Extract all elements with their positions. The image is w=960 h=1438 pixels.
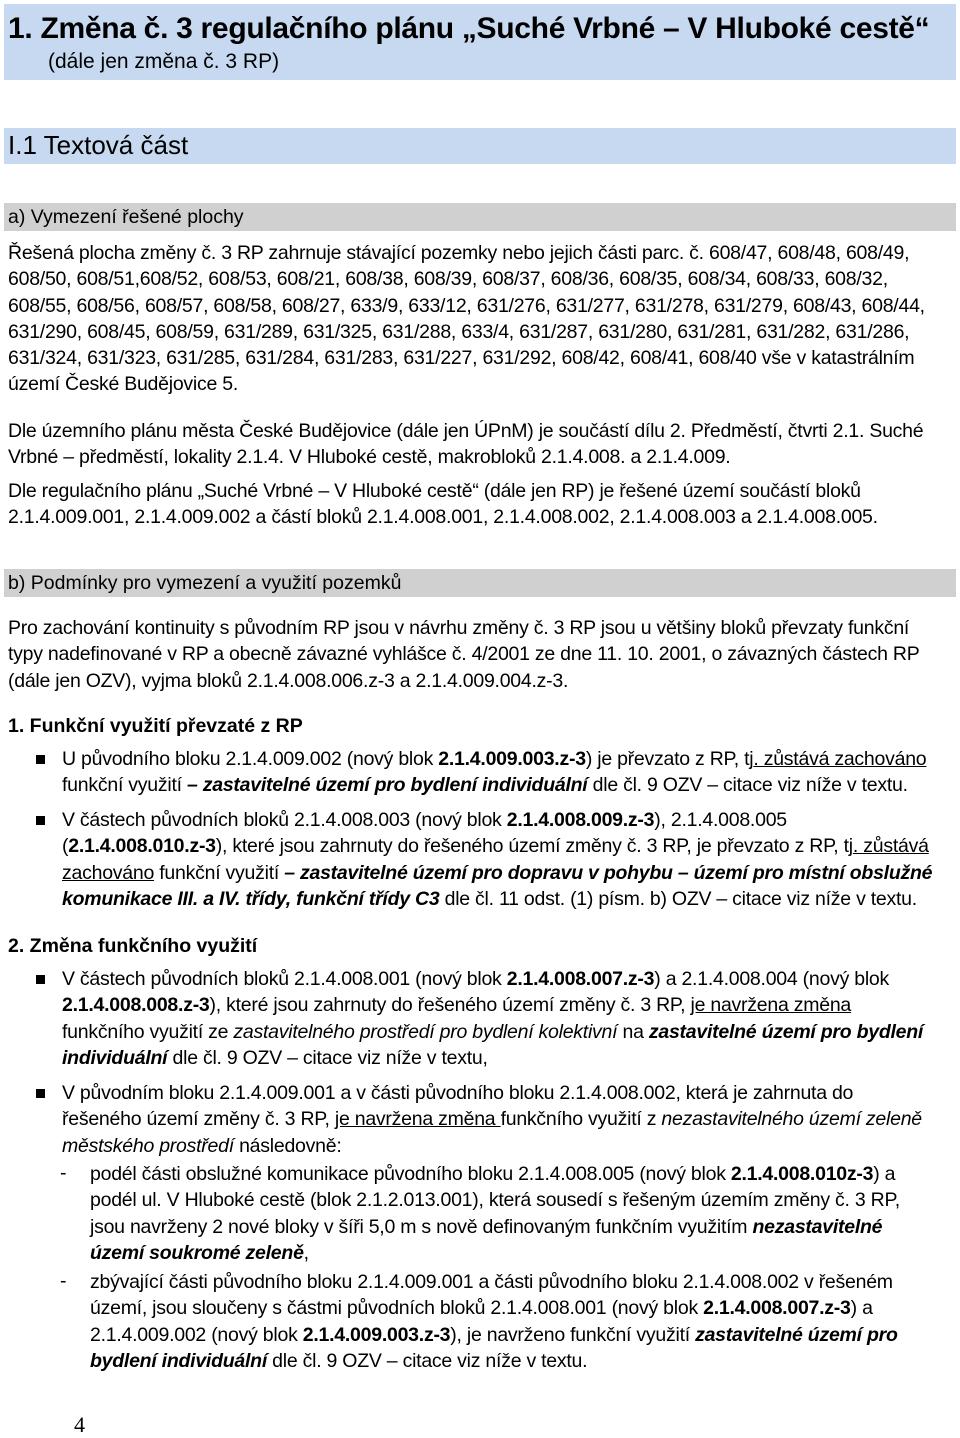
underlined-text: zachováno xyxy=(62,861,155,884)
italic-text: zastavitelného prostředí pro bydlení kolektivní xyxy=(233,1020,618,1043)
text-line: Pro zachování kontinuity s původním RP jsou v návrhu změny č. 3 RP jsou u většiny bloků převzaty funkční xyxy=(8,617,910,639)
subtitle: I.1 Textová část xyxy=(8,130,189,160)
text-line: typy nadefinované v RP a obecně závazné vyhlášce č. 4/2001 ze dne 11. 10. 2001, o závazných částech RP xyxy=(8,643,920,666)
block-code: 2.1.4.008.007.z-3 xyxy=(506,968,655,990)
text-run: funkční využití xyxy=(62,774,187,797)
section-a-paragraph-3 xyxy=(8,478,952,531)
dash-item-2 xyxy=(90,1269,952,1374)
section-a-heading: a) Vymezení řešené plochy xyxy=(8,206,244,228)
page-title: 1. Změna č. 3 regulačního plánu „Suché Vrbné – V Hluboké cestě“ xyxy=(8,12,930,45)
block-code: 2.1.4.008.007.z-3 xyxy=(703,1297,851,1320)
text-line: (dále jen OZV), vyjma bloků 2.1.4.008.006.z-3 a 2.1.4.009.004.z-3. xyxy=(8,669,569,692)
dash-item-1 xyxy=(90,1161,952,1266)
text-run: na xyxy=(617,1020,649,1043)
italic-text: městského prostředí xyxy=(62,1134,234,1157)
text-run: dle čl. 11 odst. (1) písm. b) OZV – citace viz níže v textu. xyxy=(439,887,917,910)
text-run: území, jsou sloučeny s částmi původních bloků 2.1.4.008.001 (nový blok xyxy=(90,1297,704,1320)
text-run: V částech původních bloků 2.1.4.008.001 (nový blok xyxy=(62,968,507,990)
text-run: funkčního využití ze xyxy=(62,1020,234,1043)
text-line: území České Budějovice 5. xyxy=(8,373,239,396)
text-run: ), je navrženo funkční využití xyxy=(450,1323,696,1346)
text-run: dle čl. 9 OZV – citace viz níže v textu, xyxy=(167,1046,488,1069)
subsection-1-heading: 1. Funkční využití převzaté z RP xyxy=(8,715,303,737)
square-bullet-icon xyxy=(36,975,45,984)
text-run: dle čl. 9 OZV – citace viz níže v textu. xyxy=(267,1349,588,1372)
bullet-item-4 xyxy=(62,1080,952,1159)
section-b-paragraph-1 xyxy=(8,615,952,694)
text-run: dle čl. 9 OZV – citace viz níže v textu. xyxy=(587,774,908,797)
text-line: 631/324, 631/323, 631/285, 631/284, 631/283, 631/227, 631/292, 608/42, 608/41, 608/40 vše v katastrálním xyxy=(8,347,915,370)
page-title-note: (dále jen změna č. 3 RP) xyxy=(48,50,280,73)
block-code: 2.1.4.008.008.z-3 xyxy=(62,994,210,1017)
text-run: ) a xyxy=(850,1297,873,1320)
square-bullet-icon xyxy=(36,816,45,825)
section-b-heading: b) Podmínky pro vymezení a využití pozemků xyxy=(8,572,402,594)
text-line: Dle regulačního plánu „Suché Vrbné – V Hluboké cestě“ (dále jen RP) je řešené území součástí bloků xyxy=(8,480,861,502)
block-code: 2.1.4.009.003.z-3 xyxy=(302,1323,451,1346)
text-line: Dle územního plánu města České Budějovice (dále jen ÚPnM) je součástí dílu 2. Předměstí, čtvrti 2.1. Suché xyxy=(8,420,924,442)
text-line: Řešená plocha změny č. 3 RP zahrnuje stávající pozemky nebo jejich části parc. č. 608/47, 608/48, 608/49, xyxy=(8,242,910,264)
text-run: podél části obslužné komunikace původního bloku 2.1.4.008.005 (nový blok xyxy=(90,1163,731,1185)
text-line: zbývající části původního bloku 2.1.4.009.001 a části původního bloku 2.1.4.008.002 v řešeném xyxy=(90,1271,893,1293)
emphasis-text: bydlení individuální xyxy=(90,1349,268,1372)
text-run: ) je převzato z RP, tj xyxy=(585,748,754,770)
section-a-paragraph-1 xyxy=(8,240,952,398)
emphasis-text: – zastavitelné území pro dopravu v pohybu – území pro místní obslužné xyxy=(284,861,933,884)
text-run: funkční využití xyxy=(154,861,285,884)
text-line: 608/55, 608/56, 608/57, 608/58, 608/27, 633/9, 633/12, 631/276, 631/277, 631/278, 631/279, 608/43, 608/44, xyxy=(8,294,925,317)
text-run: funkčního využití z xyxy=(500,1108,662,1131)
underlined-text: . zůstává xyxy=(852,835,929,858)
underlined-text: je navržena změna xyxy=(334,1108,501,1131)
text-line: 631/290, 608/45, 608/59, 631/289, 631/325, 631/288, 633/4, 631/287, 631/280, 631/281, 631/282, 631/286, xyxy=(8,320,910,343)
text-run: ( xyxy=(62,835,69,858)
italic-text: nezastavitelného území zeleně xyxy=(661,1108,922,1131)
page-number: 4 xyxy=(74,1412,85,1437)
emphasis-text: komunikace III. a IV. třídy, funkční třídy C3 xyxy=(62,887,440,910)
text-run: ), 2.1.4.008.005 xyxy=(654,809,787,831)
text-line: podél ul. V Hluboké cestě (blok 2.1.2.013.001), která sousedí s řešeným územím změny č. 3 RP, xyxy=(90,1189,900,1212)
text-run: jsou navrženy 2 nové bloky v šíři 5,0 m s nově definovaným funkčním využitím xyxy=(90,1215,753,1238)
section-a-paragraph-2 xyxy=(8,418,952,471)
text-line: Vrbné – předměstí, lokality 2.1.4. V Hluboké cestě, makrobloků 2.1.4.008. a 2.1.4.009. xyxy=(8,446,731,469)
emphasis-text: zastavitelné území pro bydlení xyxy=(648,1020,924,1043)
emphasis-text: zastavitelné území pro xyxy=(695,1323,898,1346)
text-run: řešeného území změny č. 3 RP, xyxy=(62,1108,335,1131)
emphasis-text: – zastavitelné území pro bydlení individuální xyxy=(186,774,588,797)
square-bullet-icon xyxy=(36,1089,45,1098)
underlined-text: . zůstává zachováno xyxy=(753,748,927,770)
text-run: , xyxy=(303,1241,309,1264)
text-line: 608/50, 608/51,608/52, 608/53, 608/21, 608/38, 608/39, 608/37, 608/36, 608/35, 608/34, 608/33, 608/32, xyxy=(8,268,888,291)
square-bullet-icon xyxy=(36,755,45,764)
text-run: V částech původních bloků 2.1.4.008.003 (nový blok xyxy=(62,809,507,831)
underlined-text: je navržena změna xyxy=(690,994,852,1017)
block-code: 2.1.4.008.009.z-3 xyxy=(506,809,655,831)
dash-marker: - xyxy=(60,1162,67,1184)
text-run: 2.1.4.009.002 (nový blok xyxy=(90,1323,303,1346)
text-run: ) a xyxy=(873,1163,896,1185)
text-run: následovně: xyxy=(233,1134,342,1157)
text-run: U původního bloku 2.1.4.009.002 (nový blok xyxy=(62,748,439,770)
bullet-item-3 xyxy=(62,966,952,1071)
text-line: V původním bloku 2.1.4.009.001 a v části původního bloku 2.1.4.008.002, která je zahrnuta do xyxy=(62,1082,854,1104)
bullet-item-2 xyxy=(62,807,952,912)
bullet-item-1 xyxy=(62,746,952,799)
text-line: 2.1.4.009.001, 2.1.4.009.002 a částí bloků 2.1.4.008.001, 2.1.4.008.002, 2.1.4.008.003 a 2.1.4.008.005. xyxy=(8,506,878,529)
dash-marker: - xyxy=(60,1270,67,1292)
block-code: 2.1.4.009.003.z-3 xyxy=(438,748,586,770)
emphasis-text: individuální xyxy=(62,1046,168,1069)
text-run: ), které jsou zahrnuty do řešeného území změny č. 3 RP, je převzato z RP, tj xyxy=(215,835,853,858)
text-run: ), které jsou zahrnuty do řešeného území změny č. 3 RP, xyxy=(209,994,691,1017)
emphasis-text: území soukromé zeleně xyxy=(90,1241,304,1264)
emphasis-text: nezastavitelné xyxy=(752,1215,883,1238)
subsection-2-heading: 2. Změna funkčního využití xyxy=(8,935,258,957)
block-code: 2.1.4.008.010.z-3 xyxy=(68,835,216,858)
block-code: 2.1.4.008.010z-3 xyxy=(730,1163,874,1185)
text-run: ) a 2.1.4.008.004 (nový blok xyxy=(654,968,890,990)
